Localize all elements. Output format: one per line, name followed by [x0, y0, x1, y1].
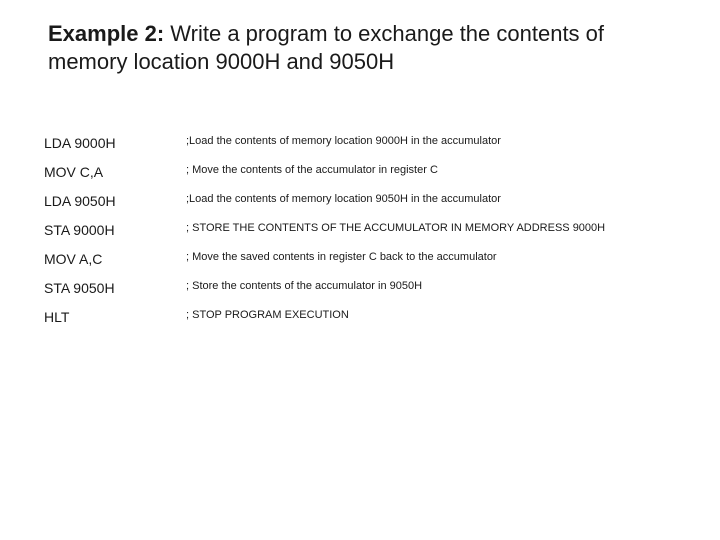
example-description: Write a program to exchange the contents of memory location 9000H and 9050H [48, 21, 605, 74]
instruction: MOV C,A [44, 164, 104, 180]
instruction: LDA 9000H [44, 135, 116, 151]
program-line [44, 275, 704, 304]
program-line [44, 159, 704, 188]
comment: ; STORE THE CONTENTS OF THE ACCUMULATOR IN MEMORY ADDRESS 9000H [186, 222, 606, 234]
instruction: MOV A,C [44, 251, 103, 267]
comment: ; STOP PROGRAM EXECUTION [186, 309, 349, 321]
program-line [44, 130, 704, 159]
program-line [44, 217, 704, 246]
comment: ; Store the contents of the accumulator in 9050H [186, 280, 423, 292]
example-label: Example 2: [48, 21, 165, 46]
program-listing [44, 130, 704, 333]
comment: ; Move the contents of the accumulator in register C [186, 164, 438, 176]
program-line [44, 304, 704, 333]
instruction: LDA 9050H [44, 193, 116, 209]
comment: ; Move the saved contents in register C back to the accumulator [186, 251, 497, 263]
comment: ;Load the contents of memory location 9050H in the accumulator [186, 193, 501, 205]
instruction: STA 9050H [44, 280, 115, 296]
program-line [44, 188, 704, 217]
program-line [44, 246, 704, 275]
instruction: HLT [44, 309, 70, 325]
comment: ;Load the contents of memory location 9000H in the accumulator [186, 135, 501, 147]
instruction: STA 9000H [44, 222, 115, 238]
page-title [48, 20, 688, 76]
